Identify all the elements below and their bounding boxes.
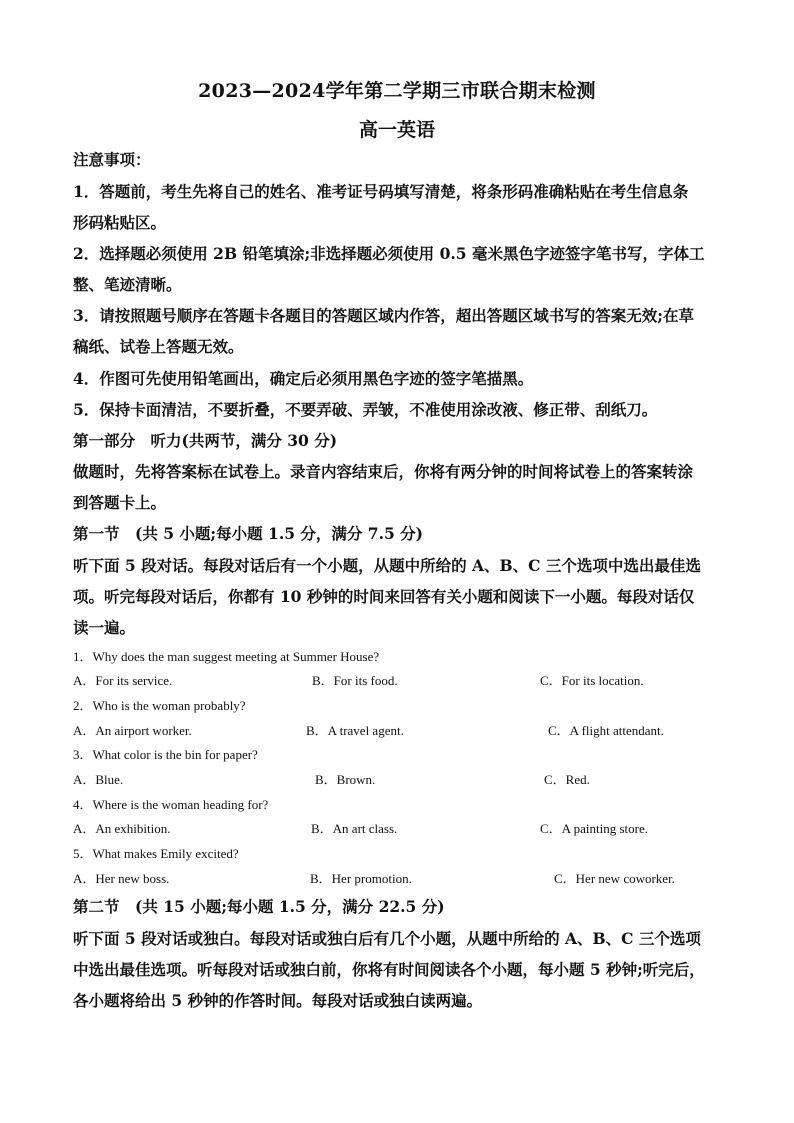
notes-line: 5．保持卡面清洁，不要折叠，不要弄破、弄皱，不准使用涂改液、修正带、刮纸刀。 <box>73 400 658 419</box>
q5-option-c: C．Her new coworker. <box>554 871 675 886</box>
question-3: 3．What color is the bin for paper? <box>73 747 258 762</box>
q2-option-a: A．An airport worker. <box>73 723 192 738</box>
q5-option-a: A．Her new boss. <box>73 871 170 886</box>
q1-option-a: A．For its service. <box>73 673 173 688</box>
q1-option-c: C．For its location. <box>540 673 644 688</box>
section2-intro-line: 听下面 5 段对话或独白。每段对话或独白后有几个小题，从题中所给的 A、B、C 三个选项 <box>73 929 701 948</box>
section2-intro-line: 中选出最佳选项。听每段对话或独白前，你将有时间阅读各个小题，每小题 5 秒钟;听完后， <box>73 960 705 979</box>
section1-intro-line: 项。听完每段对话后，你都有 10 秒钟的时间来回答有关小题和阅读下一小题。每段对话仅 <box>73 587 695 606</box>
q2-option-c: C．A flight attendant. <box>548 723 664 738</box>
section2-intro-line: 各小题将给出 5 秒钟的作答时间。每段对话或独白读两遍。 <box>73 991 483 1010</box>
notes-line: 形码粘贴区。 <box>73 213 167 232</box>
q4-option-c: C．A painting store. <box>540 821 648 836</box>
q1-option-b: B．For its food. <box>312 673 398 688</box>
q3-option-a: A．Blue. <box>73 772 124 787</box>
exam-subject: 高一英语 <box>358 119 435 141</box>
notes-heading: 注意事项： <box>73 150 151 169</box>
part1-intro-line: 到答题卡上。 <box>73 493 167 512</box>
notes-line: 3．请按照题号顺序在答题卡各题目的答题区域内作答，超出答题区域书写的答案无效;在草 <box>73 306 695 325</box>
part1-heading: 第一部分 听力(共两节，满分 30 分) <box>73 431 338 450</box>
notes-line: 1．答题前，考生先将自己的姓名、准考证号码填写清楚，将条形码准确粘贴在考生信息条 <box>73 182 689 201</box>
question-2: 2．Who is the woman probably? <box>73 698 246 713</box>
question-1: 1．Why does the man suggest meeting at Summer House? <box>73 649 380 664</box>
notes-line: 整、笔迹清晰。 <box>73 275 182 294</box>
notes-line: 稿纸、试卷上答题无效。 <box>73 337 244 356</box>
notes-line: 2．选择题必须使用 2B 铅笔填涂;非选择题必须使用 0.5 毫米黑色字迹签字笔书写，字体工 <box>73 244 705 263</box>
q3-option-c: C．Red. <box>544 772 590 787</box>
question-4: 4．Where is the woman heading for? <box>73 797 269 812</box>
question-5: 5．What makes Emily excited? <box>73 846 239 861</box>
section2-heading: 第二节 (共 15 小题;每小题 1.5 分，满分 22.5 分) <box>73 897 445 916</box>
section1-intro-line: 读一遍。 <box>73 618 136 637</box>
q4-option-a: A．An exhibition. <box>73 821 171 836</box>
notes-line: 4．作图可先使用铅笔画出，确定后必须用黑色字迹的签字笔描黑。 <box>73 369 534 388</box>
q3-option-b: B．Brown. <box>315 772 376 787</box>
q5-option-b: B．Her promotion. <box>310 871 412 886</box>
section1-intro-line: 听下面 5 段对话。每段对话后有一个小题，从题中所给的 A、B、C 三个选项中选出最佳选 <box>73 556 701 575</box>
section1-heading: 第一节 (共 5 小题;每小题 1.5 分，满分 7.5 分) <box>73 524 423 543</box>
q2-option-b: B．A travel agent. <box>306 723 404 738</box>
q4-option-b: B．An art class. <box>311 821 398 836</box>
part1-intro-line: 做题时，先将答案标在试卷上。录音内容结束后，你将有两分钟的时间将试卷上的答案转涂 <box>73 462 694 481</box>
exam-title: 2023—2024学年第二学期三市联合期末检测 <box>198 80 596 102</box>
